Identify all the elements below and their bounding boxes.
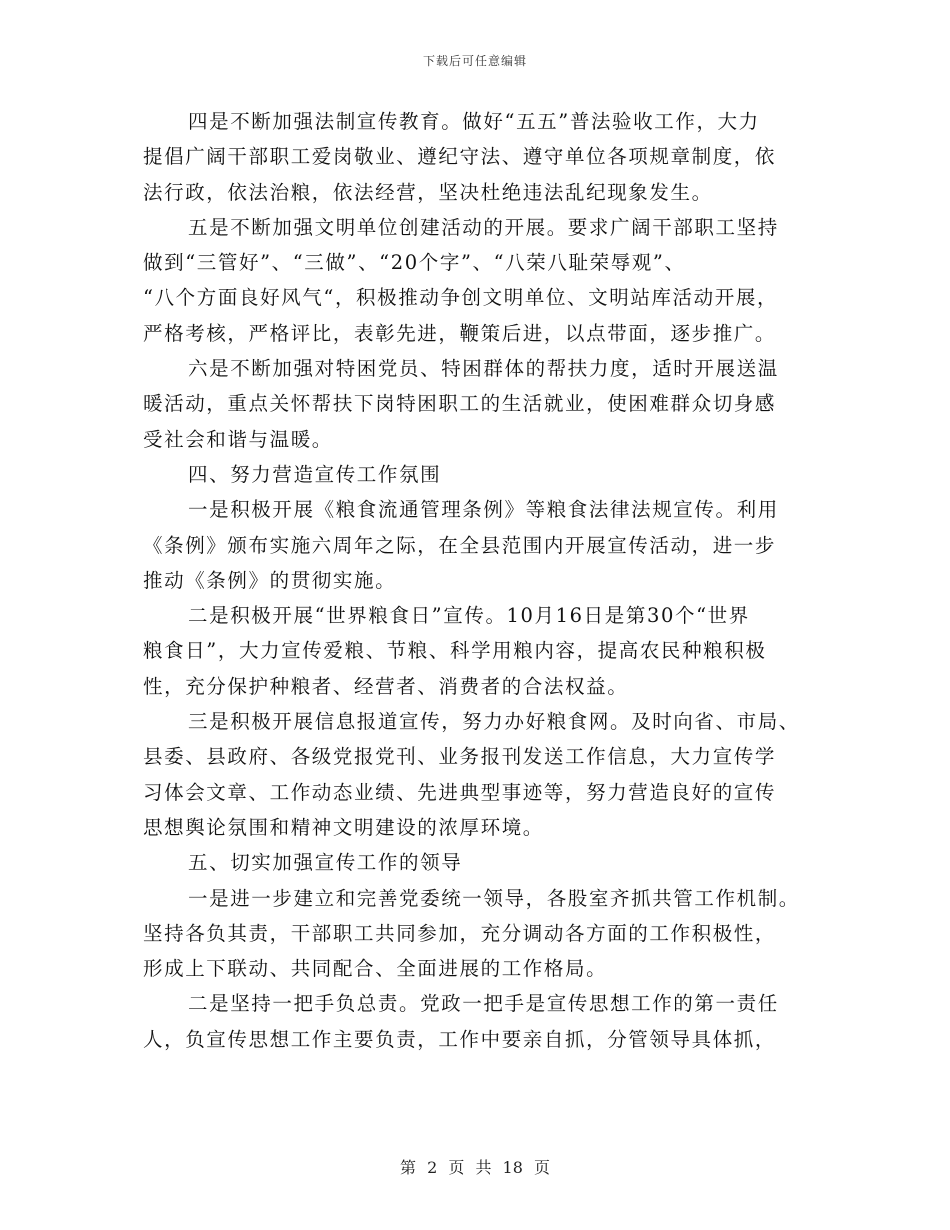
text-line: 四是不断加强法制宣传教育。做好“五五”普法验收工作，大力 (188, 110, 760, 133)
text-line: 五是不断加强文明单位创建活动的开展。要求广阔干部职工坚持 (188, 215, 779, 239)
text-line: 受社会和谐与温暖。 (143, 427, 333, 451)
text-line: 思想舆论氛围和精神文明建设的浓厚环境。 (143, 815, 544, 839)
text-line: 五、切实加强宣传工作的领导 (188, 851, 463, 875)
page-header: 下载后可任意编辑 (422, 54, 527, 68)
text-line: 形成上下联动、共同配合、全面进展的工作格局。 (143, 957, 608, 981)
document-body (143, 104, 815, 1057)
text-line: “八个方面良好风气“，积极推动争创文明单位、文明站库活动开展， (143, 286, 779, 310)
text-line: 《条例》颁布实施六周年之际，在全县范围内开展宣传活动，进一步 (143, 533, 777, 557)
text-line: 性，充分保护种粮者、经营者、消费者的合法权益。 (143, 674, 629, 698)
text-line: 二是积极开展“世界粮食日”宣传。10月16日是第30个“世界 (188, 604, 750, 628)
text-line: 做到“三管好”、“三做”、“20个字”、“八荣八耻荣辱观”、 (143, 251, 686, 275)
text-line: 提倡广阔干部职工爱岗敬业、遵纪守法、遵守单位各项规章制度，依 (143, 145, 777, 169)
text-line: 习体会文章、工作动态业绩、先进典型事迹等，努力营造良好的宣传 (143, 780, 777, 804)
text-line: 县委、县政府、各级党报党刊、业务报刊发送工作信息，大力宣传学 (143, 745, 777, 769)
page-footer: 第 2 页 共 18 页 (400, 1158, 550, 1177)
text-line: 暖活动，重点关怀帮扶下岗特困职工的生活就业，使困难群众切身感 (143, 392, 777, 416)
text-line: 一是进一步建立和完善党委统一领导，各股室齐抓共管工作机制。 (188, 886, 800, 910)
text-line: 粮食日”，大力宣传爱粮、节粮、科学用粮内容，提高农民种粮积极 (143, 639, 767, 663)
text-line: 三是积极开展信息报道宣传，努力办好粮食网。及时向省、市局、 (188, 710, 800, 734)
text-line: 坚持各负其责，干部职工共同参加，充分调动各方面的工作积极性， (143, 921, 777, 945)
text-line: 六是不断加强对特困党员、特困群体的帮扶力度，适时开展送温 (188, 357, 779, 381)
text-line: 人，负宣传思想工作主要负责，工作中要亲自抓，分管领导具体抓， (143, 1027, 777, 1051)
text-line: 严格考核，严格评比，表彰先进，鞭策后进，以点带面，逐步推广。 (143, 321, 777, 345)
text-line: 一是积极开展《粮食流通管理条例》等粮食法律法规宣传。利用 (188, 498, 779, 522)
text-line: 推动《条例》的贯彻实施。 (143, 568, 397, 592)
text-line: 二是坚持一把手负总责。党政一把手是宣传思想工作的第一责任 (188, 992, 779, 1016)
text-line: 四、努力营造宣传工作氛围 (188, 462, 442, 486)
text-line: 法行政，依法治粮，依法经营，坚决杜绝违法乱纪现象发生。 (143, 180, 713, 204)
